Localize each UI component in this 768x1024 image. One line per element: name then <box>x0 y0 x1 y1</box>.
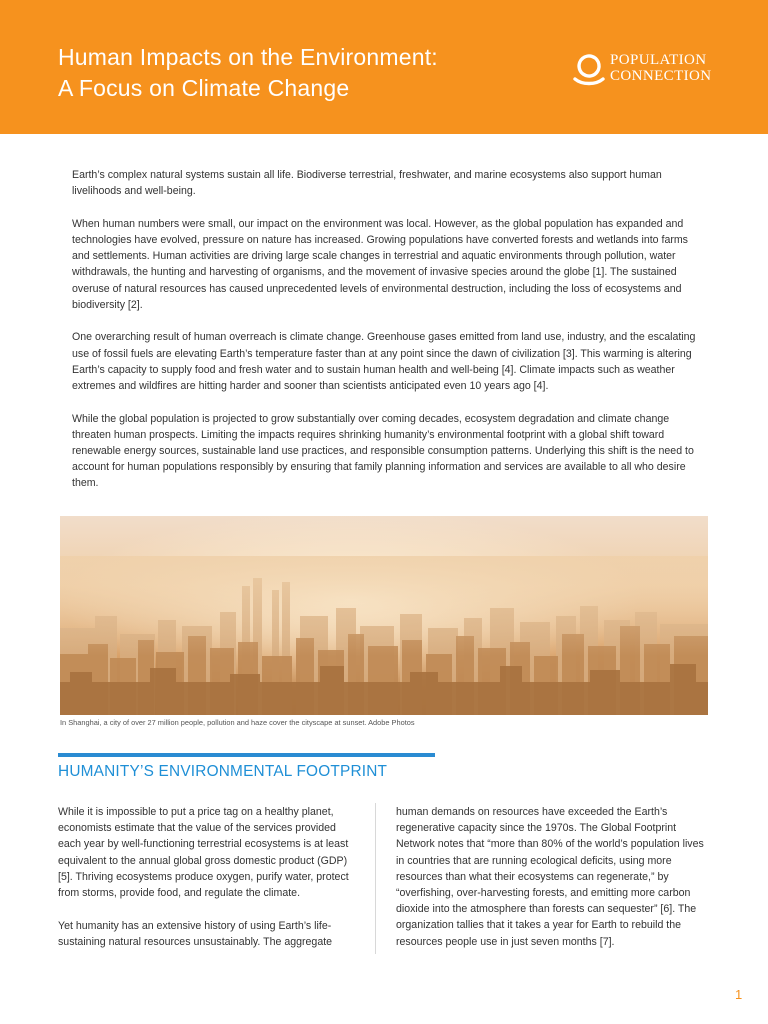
right-column-paragraph-1: human demands on resources have exceeded the Earth’s regenerative capacity since the 1970s. The Global Footprint Network notes that “more than 80% of the world’s population lives in countries that are running ecological deficits, using more resources than what their ecosystems can regenerate,” by “overfishing, over-harvesting forests, and emitting more carbon dioxide into the atmosphere than forests can sequester” [6]. The organization tallies that it takes a year for Earth to rebuild the resources people use in just seven months [7]. <box>396 806 704 948</box>
shanghai-skyline-photo <box>60 516 708 715</box>
smog-skyline-illustration <box>60 516 708 715</box>
section-heading: HUMANITY’S ENVIRONMENTAL FOOTPRINT <box>58 763 388 780</box>
page-title <box>58 42 528 104</box>
page-number: 1 <box>735 987 743 1002</box>
page-title-line-1: Human Impacts on the Environment: <box>58 44 438 70</box>
population-connection-logo[interactable] <box>572 50 732 86</box>
right-column <box>396 804 708 966</box>
intro-paragraph-1: Earth’s complex natural systems sustain all life. Biodiverse terrestrial, freshwater, and marine ecosystems also support human livelihoods and well-being. <box>72 169 662 198</box>
intro-text <box>72 167 698 508</box>
intro-paragraph-2: When human numbers were small, our impact on the environment was local. However, as the global population has expanded and technologies have evolved, pressure on nature has increased. Growing populations have converted forests and wetlands into farms and settlements. Human activities are driving large scale changes in terrestrial and aquatic environments through pollution, water withdrawals, the hunting and harvesting of organisms, and the movement of invasive species around the globe [1]. The sustained overuse of natural resources has caused unprecedented levels of environmental destruction, including the loss of ecosystems and biodiversity [2]. <box>72 217 688 311</box>
intro-paragraph-3: One overarching result of human overreach is climate change. Greenhouse gases emitted from land use, industry, and the escalating use of fossil fuels are elevating Earth’s temperature faster than at any point since the dawn of civilization [3]. This warming is altering Earth’s capacity to supply food and fresh water and to sustain human health and well-being [4]. Climate impacts such as weather extremes and wildfires are hitting harder and sooner than scientists anticipated even 10 years ago [4]. <box>72 331 696 393</box>
photo-caption: In Shanghai, a city of over 27 million people, pollution and haze cover the cityscape at sunset. Adobe Photos <box>60 718 415 727</box>
logo-text-line-1: POPULATION <box>610 52 707 68</box>
left-column-paragraph-2: Yet humanity has an extensive history of using Earth’s life-sustaining natural resources unsustainably. The aggregate <box>58 919 333 948</box>
section-accent-rule <box>58 753 435 757</box>
page-header <box>0 0 768 134</box>
intro-paragraph-4: While the global population is projected to grow substantially over coming decades, ecosystem degradation and climate change threaten human prospects. Limiting the impacts requires shrinking humanity’s environmental footprint with a global shift toward renewable energy sources, sustainable land use practices, and responsible consumption patterns. Underlying this shift is the need to account for human populations responsibly by ensuring that family planning information and services are available to all who desire them. <box>72 412 694 490</box>
left-column-paragraph-1: While it is impossible to put a price tag on a healthy planet, economists estimate that the value of the services provided each year by well-functioning terrestrial ecosystems is at least equivalent to the annual global gross domestic product (GDP) [5]. Thriving ecosystems produce oxygen, purify water, protect from storms, provide food, and regulate the climate. <box>58 806 349 900</box>
left-column <box>58 804 358 966</box>
column-divider <box>375 803 376 954</box>
logo-text-line-2: CONNECTION <box>610 68 712 84</box>
population-connection-logo-icon <box>572 52 606 86</box>
logo-wordmark <box>610 52 712 84</box>
page-title-line-2: A Focus on Climate Change <box>58 75 350 101</box>
